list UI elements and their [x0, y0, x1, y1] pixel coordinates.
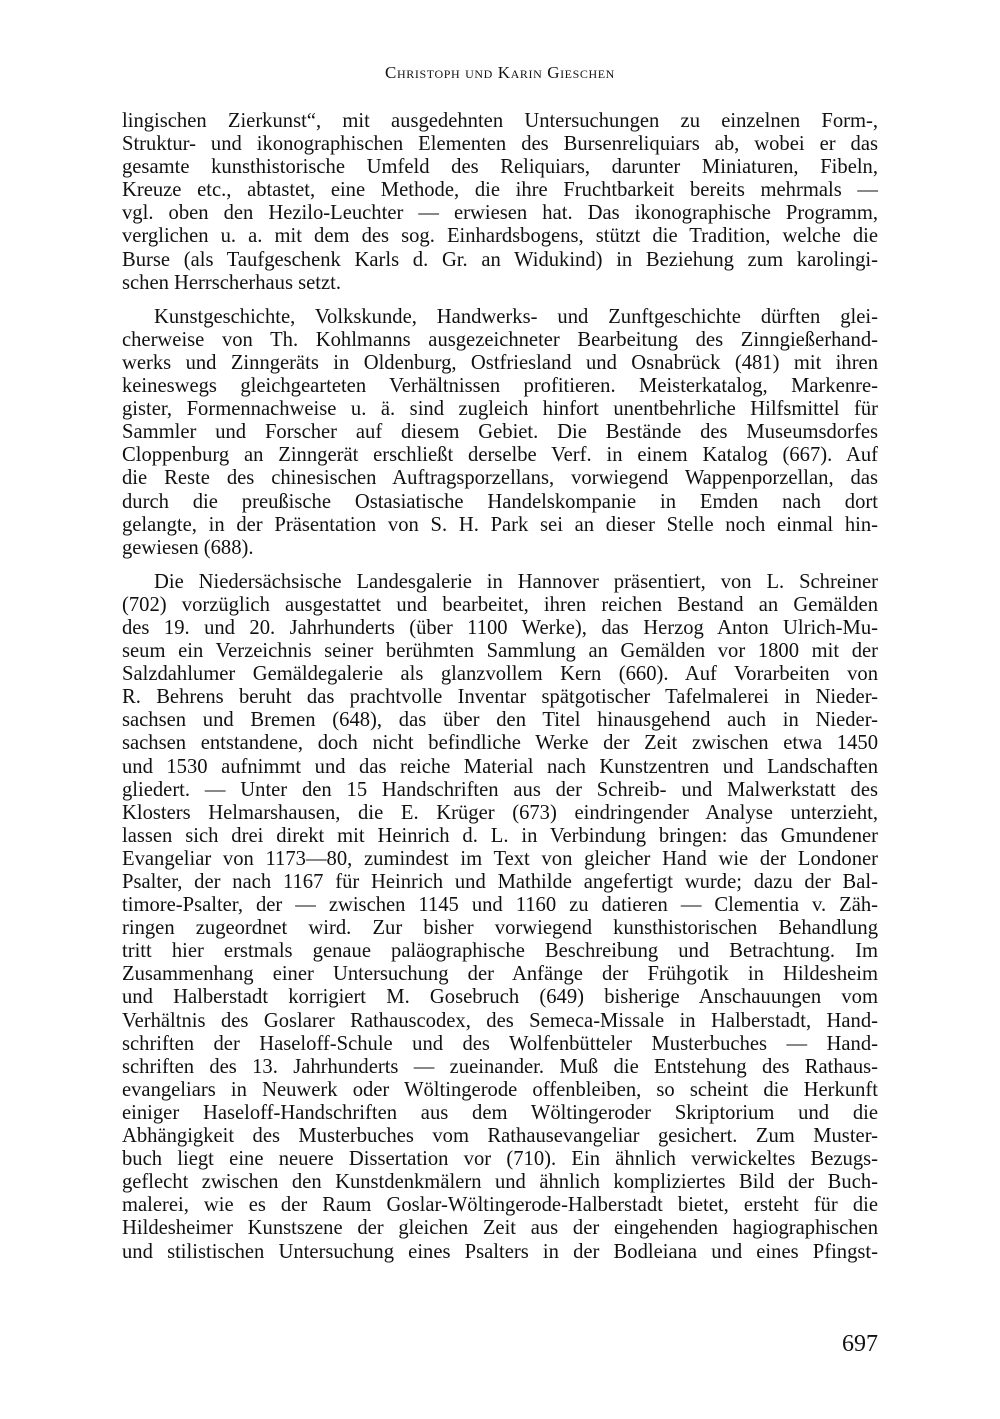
text-line: gewiesen (688).	[122, 536, 254, 559]
text-line: Psalter, der nach 1167 für Heinrich und Mathilde angefertigt wurde; dazu der Bal-	[122, 871, 878, 893]
text-line: Salzdahlumer Gemäldegalerie als glanzvollem Kern (660). Auf Vorarbeiten von	[122, 663, 878, 686]
text-line: Die Niedersächsische Landesgalerie in Hannover präsentiert, von L. Schreiner	[154, 570, 878, 593]
running-head: Christoph und Karin Gieschen	[385, 63, 615, 82]
text-line: sachsen und Bremen (648), das über den Titel hinausgehend auch in Nieder-	[122, 709, 878, 732]
text-line: timore-Psalter, der — zwischen 1145 und 1160 zu datieren — Clementia v. Zäh-	[122, 894, 878, 917]
text-line: Verhältnis des Goslarer Rathauscodex, des Semeca-Missale in Halberstadt, Hand-	[122, 1009, 878, 1032]
text-line: (702) vorzüglich ausgestattet und bearbeitet, ihren reichen Bestand an Gemälden	[122, 593, 878, 616]
text-line: die Reste des chinesischen Auftragsporzellans, vorwiegend Wappenporzellan, das	[122, 467, 878, 490]
text-line: Kreuze etc., abtastet, eine Methode, die ihre Fruchtbarkeit bereits mehrmals —	[122, 179, 878, 202]
text-line: tritt hier erstmals genaue paläographische Beschreibung und Betrachtung. Im	[122, 940, 878, 963]
text-line: evangeliars in Neuwerk oder Wöltingerode offenbleiben, so scheint die Herkunft	[122, 1078, 878, 1101]
text-line: Zusammenhang einer Untersuchung der Anfänge der Frühgotik in Hildesheim	[122, 963, 878, 986]
text-line: schriften der Haseloff-Schule und des Wolfenbütteler Musterbuches — Hand-	[122, 1032, 878, 1055]
text-line: Evangeliar von 1173—80, zumindest im Text von gleicher Hand wie der Londoner	[122, 847, 878, 870]
body-text	[122, 110, 878, 1275]
text-line: verglichen u. a. mit dem des sog. Einhardsbogens, stützt die Tradition, welche die	[122, 225, 878, 248]
text-line: des 19. und 20. Jahrhunderts (über 1100 Werke), das Herzog Anton Ulrich-Mu-	[122, 616, 878, 639]
text-line: lassen sich drei direkt mit Heinrich d. L. in Verbindung bringen: das Gmundener	[122, 824, 878, 847]
text-line: keineswegs gleichgearteten Verhältnissen profitieren. Meisterkatalog, Markenre-	[122, 375, 878, 398]
text-line: und Halberstadt korrigiert M. Gosebruch (649) bisherige Anschauungen vom	[122, 986, 878, 1009]
text-line: Abhängigkeit des Musterbuches vom Rathausevangeliar gesichert. Zum Muster-	[122, 1125, 878, 1148]
text-line: gliedert. — Unter den 15 Handschriften aus der Schreib- und Malwerkstatt des	[122, 778, 878, 801]
text-line: und 1530 aufnimmt und das reiche Material nach Kunstzentren und Landschaften	[122, 755, 878, 778]
text-line: Struktur- und ikonographischen Elementen des Bursenreliquiars ab, wobei er das	[122, 133, 878, 156]
text-line: schen Herrscherhaus setzt.	[122, 271, 341, 294]
text-line: malerei, wie es der Raum Goslar-Wöltingerode-Halberstadt bietet, ersteht für die	[122, 1194, 878, 1217]
text-line: und stilistischen Untersuchung eines Psalters in der Bodleiana und eines Pfingst-	[122, 1240, 878, 1263]
text-line: gelangte, in der Präsentation von S. H. Park sei an dieser Stelle noch einmal hin-	[122, 513, 878, 536]
document-page	[122, 0, 878, 1419]
text-line: lingischen Zierkunst“, mit ausgedehnten Untersuchungen zu einzelnen Form-,	[122, 110, 878, 132]
text-line: geflecht zwischen den Kunstdenkmälern und ähnlich kompliziertes Bild der Buch-	[122, 1171, 878, 1194]
text-line: Kunstgeschichte, Volkskunde, Handwerks- und Zunftgeschichte dürften glei-	[154, 305, 878, 328]
text-line: Burse (als Taufgeschenk Karls d. Gr. an Widukind) in Beziehung zum karolingi-	[122, 248, 878, 271]
page-number: 697	[842, 1331, 878, 1357]
text-line: durch die preußische Ostasiatische Handelskompanie in Emden nach dort	[122, 490, 878, 513]
text-line: Cloppenburg an Zinngerät erschließt derselbe Verf. in einem Katalog (667). Auf	[122, 444, 878, 467]
text-line: vgl. oben den Hezilo-Leuchter — erwiesen hat. Das ikonographische Programm,	[122, 202, 878, 225]
text-line: buch liegt eine neuere Dissertation vor (710). Ein ähnlich verwickeltes Bezugs-	[122, 1148, 878, 1171]
text-line: werks und Zinngeräts in Oldenburg, Ostfriesland und Osnabrück (481) mit ihren	[122, 351, 878, 374]
text-line: schriften des 13. Jahrhunderts — zueinander. Muß die Entstehung des Rathaus-	[122, 1055, 878, 1078]
text-line: R. Behrens beruht das prachtvolle Inventar spätgotischer Tafelmalerei in Nieder-	[122, 686, 878, 709]
text-line: seum ein Verzeichnis seiner berühmten Sammlung an Gemälden vor 1800 mit der	[122, 640, 878, 663]
text-line: einiger Haseloff-Handschriften aus dem Wöltingeroder Skriptorium und die	[122, 1101, 878, 1124]
text-line: gister, Formennachweise u. ä. sind zugleich hinfort unentbehrliche Hilfsmittel für	[122, 398, 878, 421]
text-line: gesamte kunsthistorische Umfeld des Reliquiars, darunter Miniaturen, Fibeln,	[122, 156, 878, 179]
text-line: cherweise von Th. Kohlmanns ausgezeichneter Bearbeitung des Zinngießerhand-	[122, 328, 878, 351]
text-line: Sammler und Forscher auf diesem Gebiet. Die Bestände des Museumsdorfes	[122, 421, 878, 444]
paragraph	[122, 571, 878, 1264]
text-line: ringen zugeordnet wird. Zur bisher vorwiegend kunsthistorischen Behandlung	[122, 917, 878, 940]
text-line: Klosters Helmarshausen, die E. Krüger (673) eindringender Analyse unterzieht,	[122, 801, 878, 824]
paragraph	[122, 110, 878, 295]
text-line: Hildesheimer Kunstszene der gleichen Zeit aus der eingehenden hagiographischen	[122, 1217, 878, 1240]
paragraph	[122, 306, 878, 560]
text-line: sachsen entstandene, doch nicht befindliche Werke der Zeit zwischen etwa 1450	[122, 732, 878, 755]
